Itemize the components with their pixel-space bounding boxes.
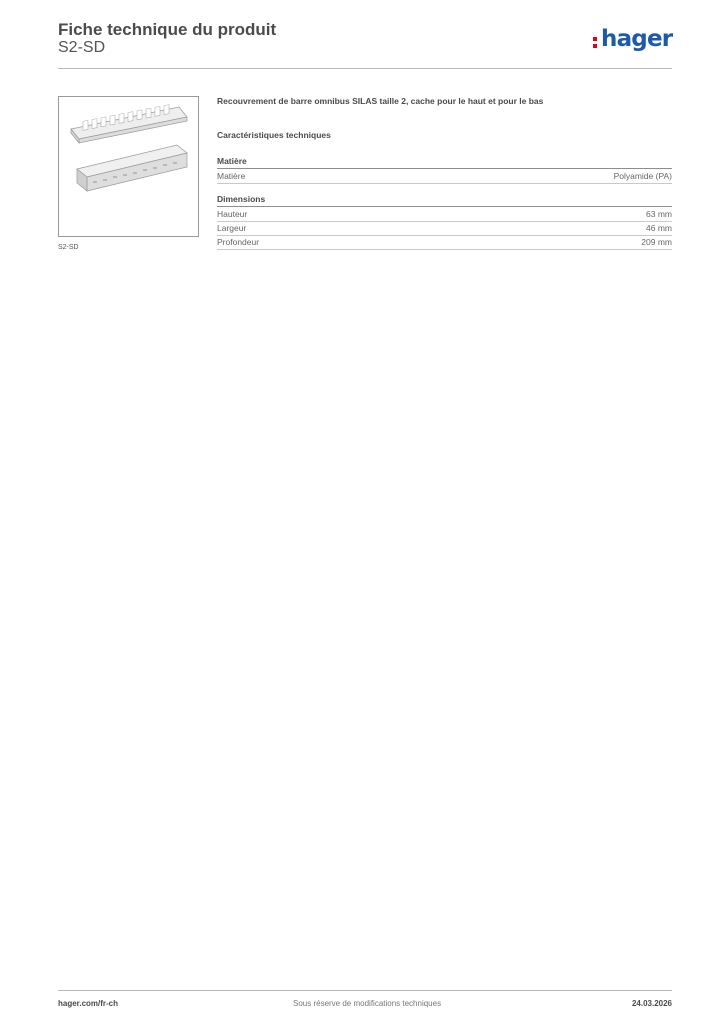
logo-text: hager <box>601 26 673 52</box>
product-image <box>58 96 199 237</box>
product-description: Recouvrement de barre omnibus SILAS taille 2, cache pour le haut et pour le bas <box>217 96 544 106</box>
footer-divider <box>58 990 672 991</box>
image-caption: S2-SD <box>58 244 79 251</box>
footer-website-link[interactable]: hager.com/fr-ch <box>58 999 119 1008</box>
product-illustration <box>59 97 198 236</box>
footer-date: 24.03.2026 <box>631 999 672 1008</box>
spec-value: Polyamide (PA) <box>613 171 672 181</box>
spec-row <box>217 208 672 222</box>
spec-label: Hauteur <box>217 209 248 219</box>
spec-row <box>217 170 672 184</box>
header-divider <box>58 68 672 69</box>
spec-value: 209 mm <box>641 237 672 247</box>
spec-row <box>217 236 672 250</box>
section-heading-dimensions: Dimensions <box>217 194 672 207</box>
spec-row <box>217 222 672 236</box>
spec-value: 63 mm <box>646 209 672 219</box>
section-heading-material: Matière <box>217 156 672 169</box>
spec-label: Largeur <box>217 223 247 233</box>
product-code: S2-SD <box>58 39 106 56</box>
logo-dot-top <box>593 37 597 41</box>
spec-value: 46 mm <box>646 223 672 233</box>
footer-disclaimer: Sous réserve de modifications techniques <box>293 999 442 1008</box>
specs-heading: Caractéristiques techniques <box>217 130 331 140</box>
page-title: Fiche technique du produit <box>58 20 277 39</box>
spec-label: Profondeur <box>217 237 260 247</box>
spec-label: Matière <box>217 171 246 181</box>
logo-dot-bottom <box>593 44 597 48</box>
